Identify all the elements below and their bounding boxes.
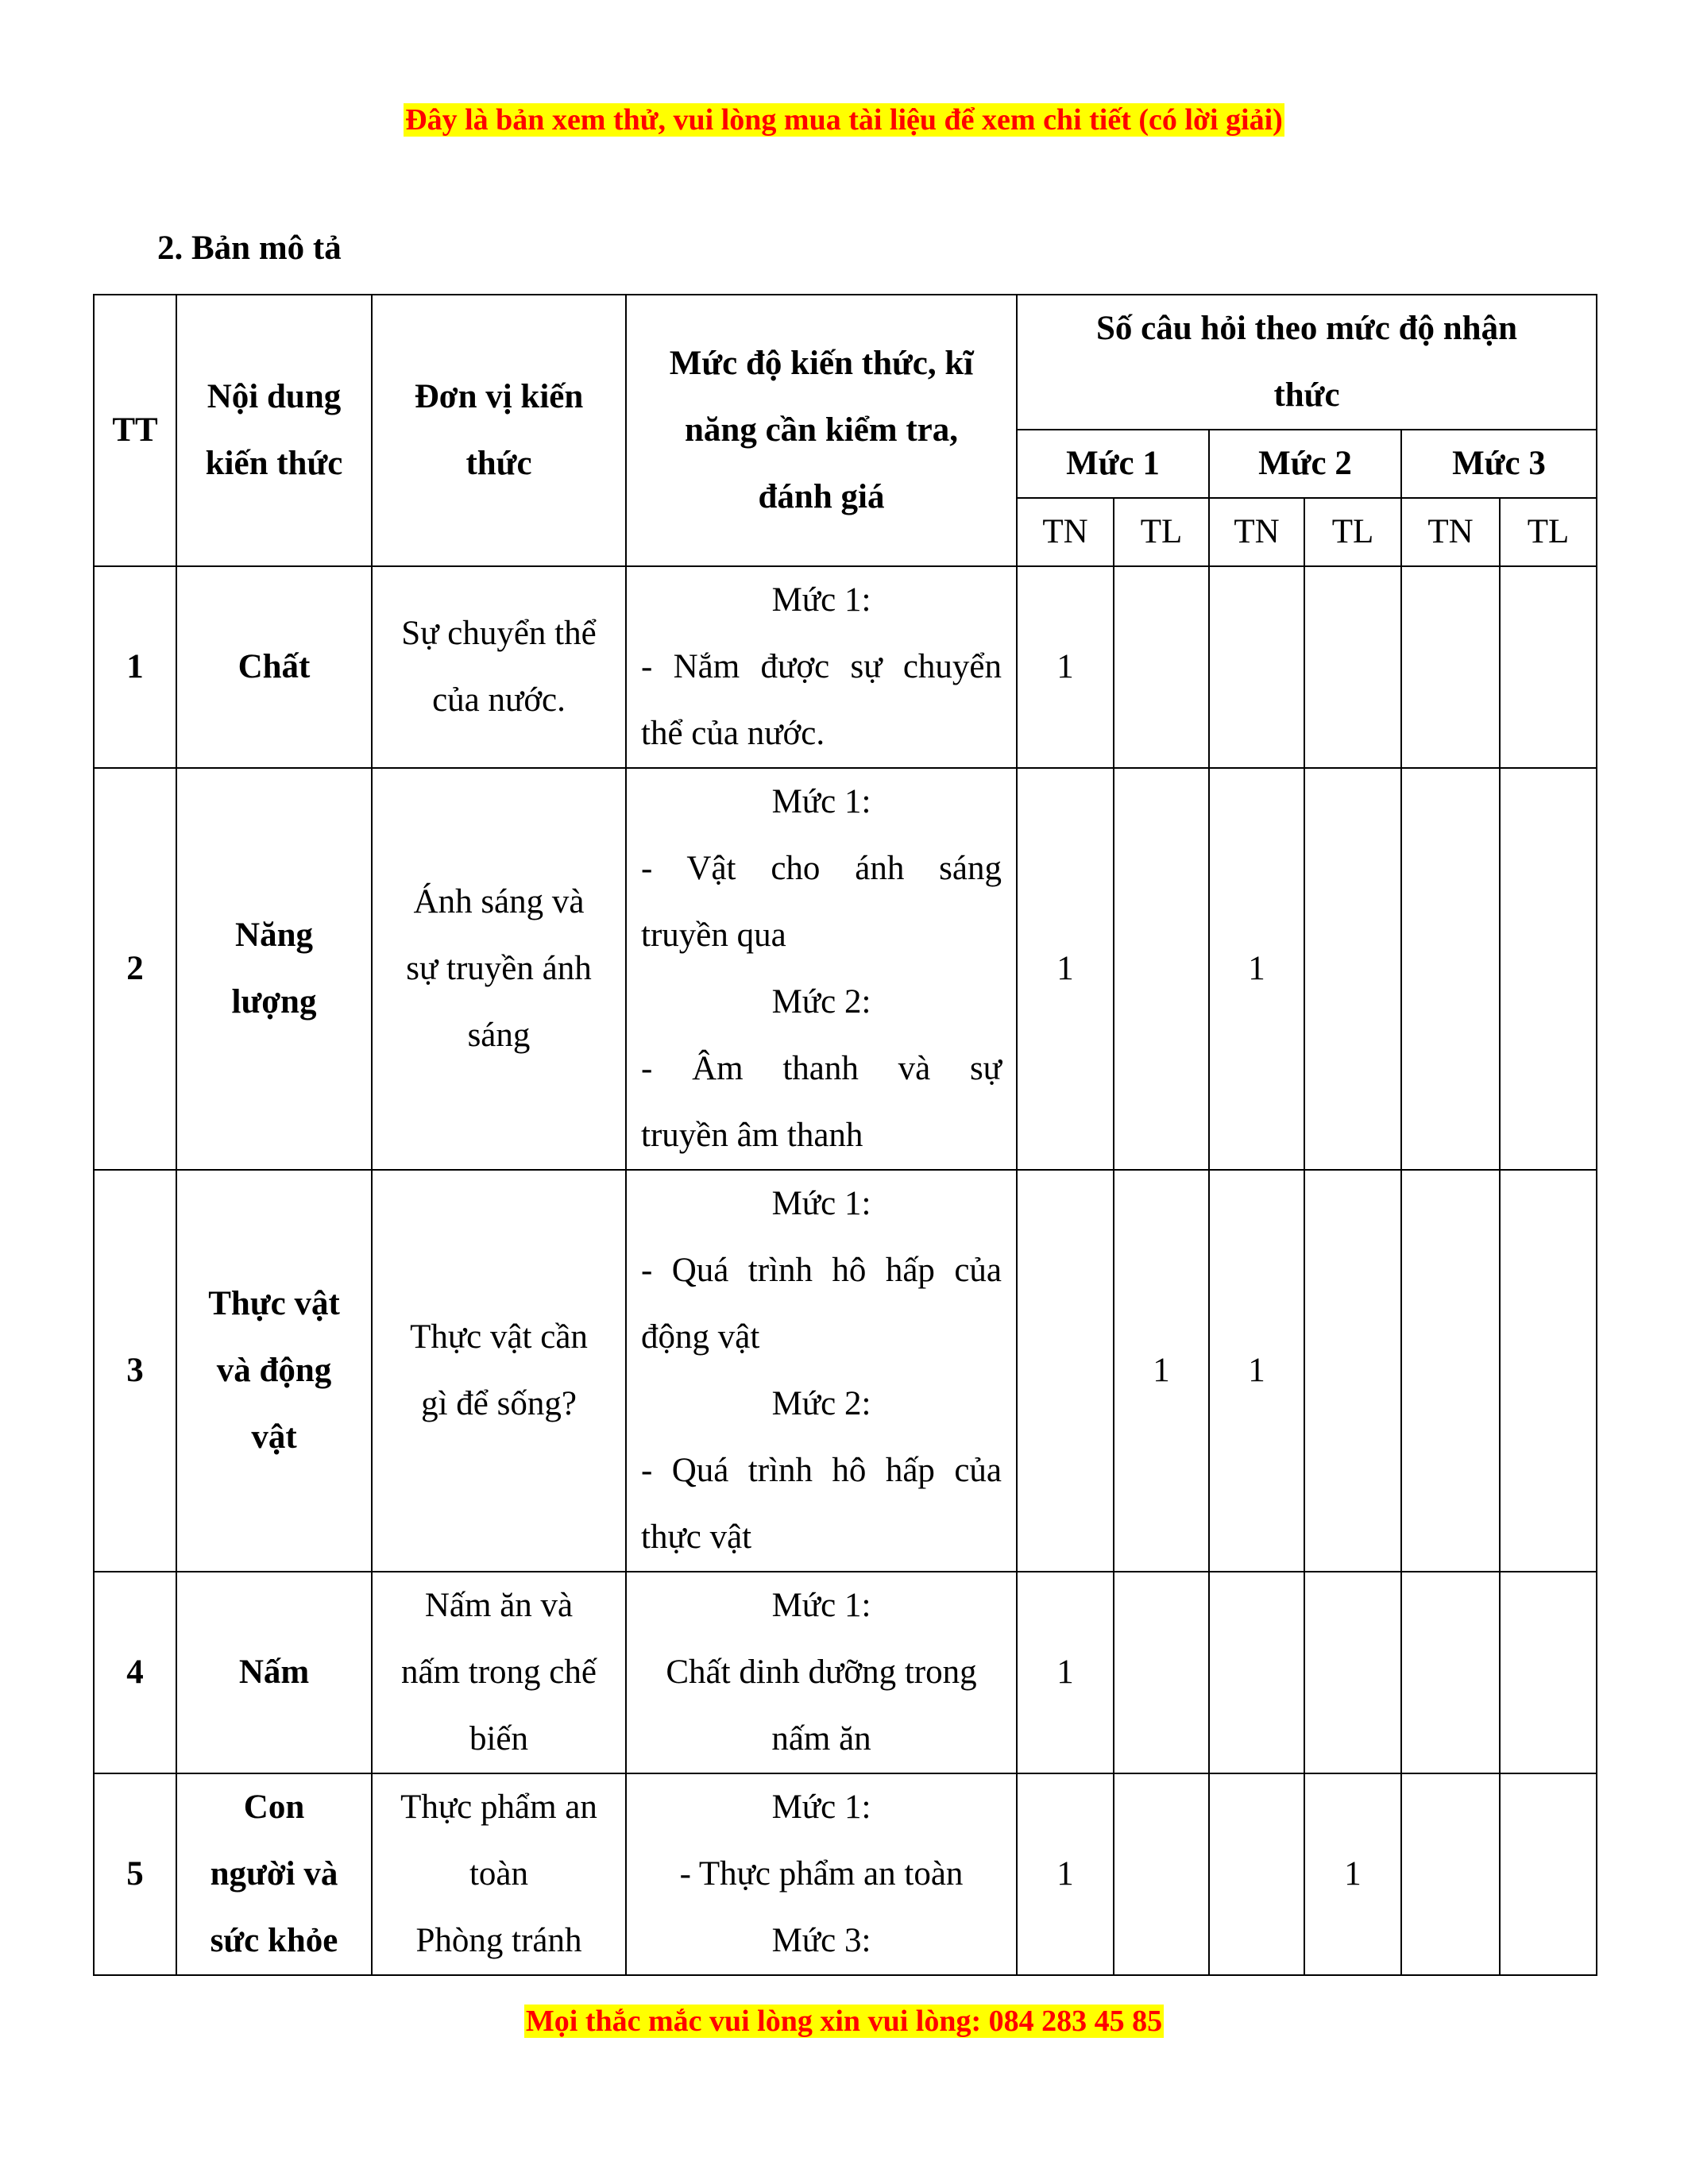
question-count-cell	[1401, 1572, 1500, 1773]
header-sub: TL	[1500, 498, 1597, 566]
question-count-cell	[1209, 566, 1304, 768]
row-muc-do: Mức 1: - Thực phẩm an toàn Mức 3:	[626, 1773, 1017, 1975]
row-muc-do: Mức 1: - Quá trình hô hấp của động vật Mức 2: - Quá trình hô hấp của thực vật	[626, 1170, 1017, 1572]
question-count-cell	[1401, 566, 1500, 768]
header-noi-dung: Nội dung kiến thức	[176, 295, 372, 566]
row-don-vi: Nấm ăn và nấm trong chế biến	[372, 1572, 626, 1773]
question-count-cell: 1	[1304, 1773, 1401, 1975]
header-sub: TL	[1304, 498, 1401, 566]
table-row	[94, 1572, 1597, 1773]
row-number: 3	[94, 1170, 176, 1572]
question-count-cell	[1114, 1572, 1209, 1773]
contact-banner-text: Mọi thắc mắc vui lòng xin vui lòng: 084 283 45 85	[525, 2005, 1163, 2038]
header-sub: TN	[1209, 498, 1304, 566]
question-count-cell	[1401, 1170, 1500, 1572]
header-muc-do: Mức độ kiến thức, kĩ năng cần kiểm tra, đánh giá	[626, 295, 1017, 566]
header-tt: TT	[94, 295, 176, 566]
question-count-cell	[1209, 1572, 1304, 1773]
question-count-cell: 1	[1017, 566, 1114, 768]
row-noi-dung: Nấm	[176, 1572, 372, 1773]
row-number: 2	[94, 768, 176, 1170]
row-noi-dung: Năng lượng	[176, 768, 372, 1170]
question-count-cell	[1500, 1773, 1597, 1975]
table-row	[94, 1170, 1597, 1572]
row-muc-do: Mức 1: - Vật cho ánh sáng truyền qua Mức 2: - Âm thanh và sự truyền âm thanh	[626, 768, 1017, 1170]
question-count-cell	[1500, 768, 1597, 1170]
row-noi-dung: Chất	[176, 566, 372, 768]
row-don-vi: Thực vật cần gì để sống?	[372, 1170, 626, 1572]
row-noi-dung: Con người và sức khỏe	[176, 1773, 372, 1975]
row-number: 1	[94, 566, 176, 768]
question-count-cell	[1304, 1572, 1401, 1773]
header-so-cau: Số câu hỏi theo mức độ nhận thức	[1017, 295, 1597, 430]
question-count-cell: 1	[1209, 768, 1304, 1170]
row-number: 5	[94, 1773, 176, 1975]
header-sub: TN	[1401, 498, 1500, 566]
question-count-cell	[1017, 1170, 1114, 1572]
section-title: 2. Bản mô tả	[157, 230, 342, 267]
table-body	[94, 566, 1597, 1975]
question-count-cell: 1	[1017, 1773, 1114, 1975]
question-count-cell: 1	[1209, 1170, 1304, 1572]
question-count-cell	[1500, 566, 1597, 768]
row-don-vi: Thực phẩm an toàn Phòng tránh	[372, 1773, 626, 1975]
question-count-cell	[1500, 1170, 1597, 1572]
row-number: 4	[94, 1572, 176, 1773]
table-row	[94, 768, 1597, 1170]
row-muc-do: Mức 1: - Nắm được sự chuyển thể của nước.	[626, 566, 1017, 768]
header-sub: TN	[1017, 498, 1114, 566]
header-muc-2: Mức 2	[1209, 430, 1401, 498]
preview-banner	[0, 102, 1688, 138]
table-row	[94, 566, 1597, 768]
question-count-cell: 1	[1114, 1170, 1209, 1572]
row-muc-do: Mức 1: Chất dinh dưỡng trong nấm ăn	[626, 1572, 1017, 1773]
question-count-cell	[1209, 1773, 1304, 1975]
header-sub: TL	[1114, 498, 1209, 566]
header-muc-3: Mức 3	[1401, 430, 1597, 498]
question-count-cell	[1114, 1773, 1209, 1975]
header-don-vi: Đơn vị kiến thức	[372, 295, 626, 566]
preview-banner-text: Đây là bản xem thử, vui lòng mua tài liệu để xem chi tiết (có lời giải)	[405, 103, 1283, 137]
question-count-cell	[1114, 566, 1209, 768]
question-count-cell: 1	[1017, 768, 1114, 1170]
row-noi-dung: Thực vật và động vật	[176, 1170, 372, 1572]
question-count-cell	[1304, 566, 1401, 768]
question-count-cell	[1304, 768, 1401, 1170]
description-table	[93, 294, 1597, 1976]
contact-banner	[0, 2003, 1688, 2039]
row-don-vi: Ánh sáng và sự truyền ánh sáng	[372, 768, 626, 1170]
question-count-cell	[1401, 768, 1500, 1170]
row-don-vi: Sự chuyển thể của nước.	[372, 566, 626, 768]
question-count-cell	[1114, 768, 1209, 1170]
question-count-cell	[1304, 1170, 1401, 1572]
question-count-cell	[1401, 1773, 1500, 1975]
header-muc-1: Mức 1	[1017, 430, 1209, 498]
question-count-cell: 1	[1017, 1572, 1114, 1773]
table-row	[94, 1773, 1597, 1975]
question-count-cell	[1500, 1572, 1597, 1773]
